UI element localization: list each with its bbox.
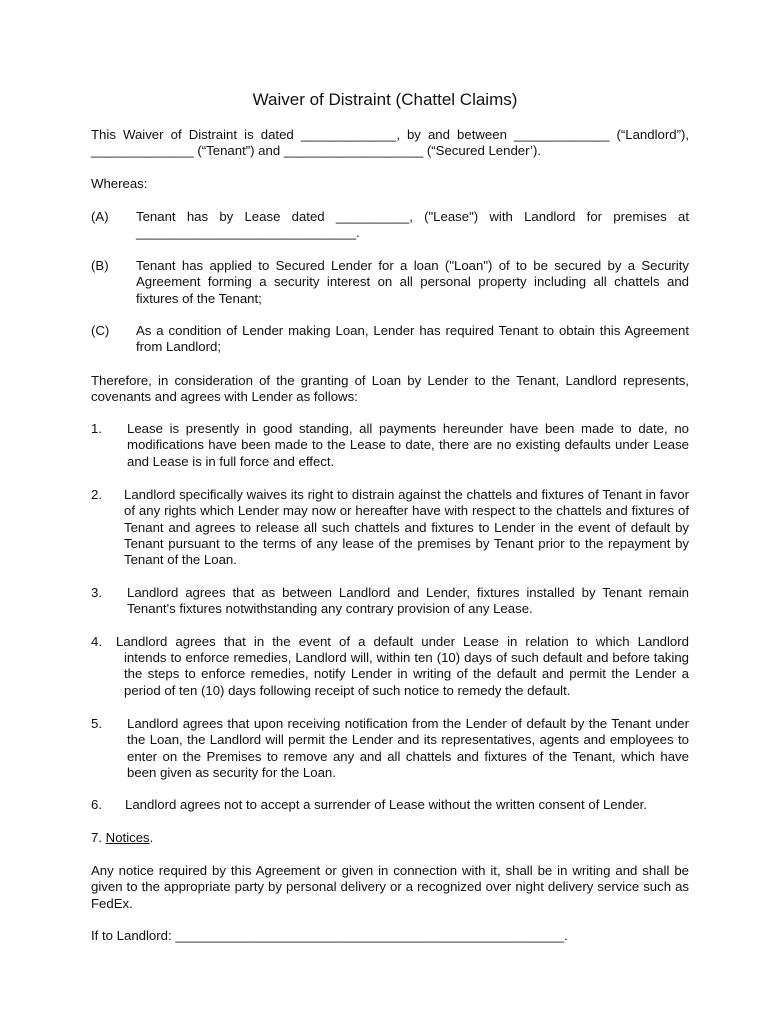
recital-label: (C) <box>91 323 110 338</box>
intro-text: This Waiver of Distraint is dated <box>91 127 294 142</box>
clause-number: 1. <box>91 421 102 436</box>
intro-line-2 <box>91 143 689 159</box>
clause-number: 4. <box>91 634 102 649</box>
notices-title: Notices <box>105 830 150 845</box>
recital-text: Tenant has by Lease dated __________, ("Lease") with Landlord for premises at <box>136 209 689 224</box>
tenant-blank: ______________ <box>91 143 194 158</box>
intro-text: (“Landlord”), <box>616 127 690 142</box>
premises-blank: ______________________________. <box>136 225 360 240</box>
landlord-blank: _____________ <box>514 127 610 142</box>
recital-label: (B) <box>91 258 109 273</box>
clause-text: Landlord agrees not to accept a surrender of Lease without the written consent of Lender. <box>125 797 647 812</box>
intro-line-1 <box>91 127 689 143</box>
whereas-heading: Whereas: <box>91 176 148 191</box>
clause-number: 6. <box>91 797 102 812</box>
recital-text: As a condition of Lender making Loan, Lender has required Tenant to obtain this Agreement from Landlord; <box>136 323 689 355</box>
notices-paragraph: Any notice required by this Agreement or given in connection with it, shall be in writing and shall be given to the appropriate party by personal delivery or a recognized over night delivery service such as FedEx. <box>91 863 689 911</box>
intro-text: , by and between <box>396 127 507 142</box>
clause-number: 2. <box>91 487 102 502</box>
landlord-notice-blank: _____________________________________________________. <box>175 928 568 943</box>
clause-number: 7. <box>91 830 102 845</box>
intro-text: (“Secured Lender’). <box>426 143 541 158</box>
clause-text: intends to enforce remedies, Landlord will, within ten (10) days of such default and before taking the steps to enforce remedies, notify Lender in writing of the default and permit the Lender a period of ten (10) days following receipt of such notice to remedy the default. <box>124 650 689 698</box>
page-title: Waiver of Distraint (Chattel Claims) <box>252 90 518 109</box>
date-blank: _____________ <box>300 127 397 142</box>
notices-heading <box>91 830 689 846</box>
lender-blank: ___________________ <box>283 143 424 158</box>
recital-label: (A) <box>91 209 109 224</box>
notices-period: . <box>149 830 154 845</box>
recital-text: Tenant has applied to Secured Lender for a loan ("Loan") of to be secured by a Security Agreement forming a security interest on all personal property including all chattels and fixtures of the Tenant; <box>136 258 689 306</box>
clause-text: Landlord agrees that upon receiving notification from the Lender of default by the Tenant under the Loan, the Landlord will permit the Lender and its representatives, agents and employees to enter on the Premises to remove any and all chattels and fixtures of the Tenant, which have been given as security for the Loan. <box>127 716 689 780</box>
landlord-notice-line <box>91 928 689 944</box>
therefore-paragraph: Therefore, in consideration of the granting of Loan by Lender to the Tenant, Landlord represents, covenants and agrees with Lender as follows: <box>91 373 689 405</box>
clause-number: 5. <box>91 716 102 731</box>
clause-text: Landlord agrees that in the event of a default under Lease in relation to which Landlord <box>116 634 689 649</box>
clause-number: 3. <box>91 585 102 600</box>
clause-text: Landlord agrees that as between Landlord and Lender, fixtures installed by Tenant remain Tenant's fixtures notwithstanding any contrary provision of any Lease. <box>127 585 689 617</box>
clause-text: Landlord specifically waives its right to distrain against the chattels and fixtures of Tenant in favor of any rights which Lender may now or hereafter have with respect to the chattels and fixtures of Tenant and agrees to release all such chattels and fixtures to Lender in the event of default by Tenant pursuant to the terms of any lease of the premises by Tenant prior to the repayment by Tenant of the Loan. <box>124 487 689 568</box>
clause-text: Lease is presently in good standing, all payments hereunder have been made to date, no modifications have been made to the Lease to date, there are no existing defaults under Lease and Lease is in full force and effect. <box>127 421 689 469</box>
intro-text: (“Tenant”) and <box>197 143 281 158</box>
landlord-notice-label: If to Landlord: <box>91 928 172 943</box>
